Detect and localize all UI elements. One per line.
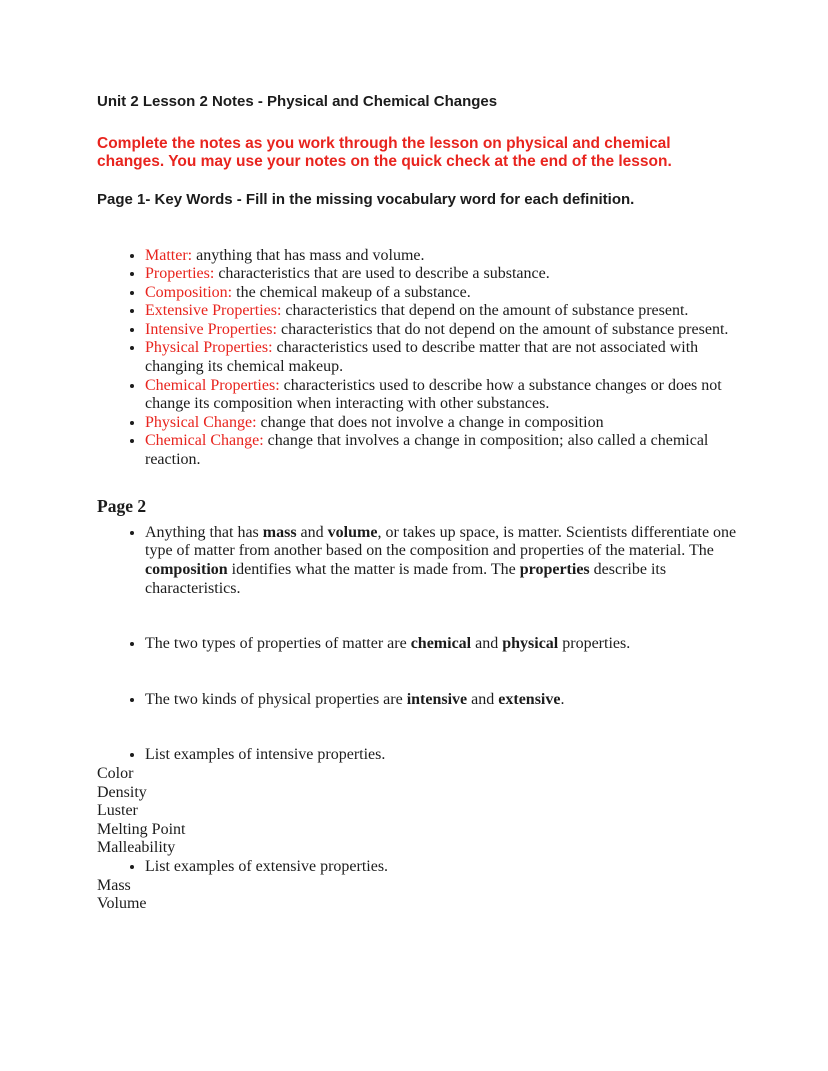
vocab-term: Matter: xyxy=(145,246,193,264)
intensive-example: Melting Point xyxy=(97,820,186,838)
document-title: Unit 2 Lesson 2 Notes - Physical and Chemical Changes xyxy=(97,93,498,110)
instructions-text: Complete the notes as you work through the lesson on physical and chemical changes. You may use your notes on the quick check at the end of the lesson. xyxy=(97,135,672,170)
vocab-term: Properties: xyxy=(145,265,215,283)
vocab-term: Chemical Change: xyxy=(145,432,264,450)
notes-list-property-types xyxy=(97,635,740,654)
notes-list-physical-kinds xyxy=(97,691,740,710)
vocab-definition: anything that has mass and volume. xyxy=(196,246,425,264)
vocab-term: Physical Change: xyxy=(145,413,257,431)
note-item-property-types: • The two types of properties of matter are chemical and physical properties. xyxy=(145,635,740,654)
vocab-term: Extensive Properties: xyxy=(145,302,282,320)
vocab-item-chemical-change xyxy=(145,432,740,469)
vocab-term: Composition: xyxy=(145,283,233,301)
intensive-prompt: • List examples of intensive properties. xyxy=(145,746,740,765)
vocab-definition: change that does not involve a change in composition xyxy=(260,413,604,431)
vocab-item-composition xyxy=(145,284,740,303)
intensive-prompt-list xyxy=(97,746,740,765)
vocab-item-extensive-properties xyxy=(145,302,740,321)
vocab-term: Intensive Properties: xyxy=(145,320,277,338)
vocab-definition: change that involves a change in composition; also called a chemical reaction. xyxy=(145,432,709,469)
vocab-item-properties xyxy=(145,265,740,284)
vocab-definition: characteristics that are used to describe a substance. xyxy=(218,265,550,283)
vocab-definition: the chemical makeup of a substance. xyxy=(236,283,471,301)
vocab-definition: characteristics that do not depend on the amount of substance present. xyxy=(280,320,729,338)
intensive-examples xyxy=(97,765,740,858)
extensive-example: Mass xyxy=(97,876,131,894)
intensive-example: Luster xyxy=(97,802,138,820)
vocab-item-physical-properties xyxy=(145,339,740,376)
vocab-definition: characteristics that depend on the amount of substance present. xyxy=(285,302,689,320)
vocab-item-intensive-properties xyxy=(145,321,740,340)
vocab-term: Chemical Properties: xyxy=(145,376,280,394)
vocab-list xyxy=(97,247,740,470)
intensive-example: Malleability xyxy=(97,839,176,857)
note-item-physical-kinds: • The two kinds of physical properties are intensive and extensive. xyxy=(145,691,740,710)
section1-heading: Page 1- Key Words - Fill in the missing vocabulary word for each definition. xyxy=(97,191,635,209)
extensive-prompt: • List examples of extensive properties. xyxy=(145,858,740,877)
vocab-item-chemical-properties xyxy=(145,377,740,414)
extensive-prompt-list xyxy=(97,858,740,877)
vocab-definition: characteristics used to describe how a substance changes or does not change its composition when interacting with other substances. xyxy=(145,376,722,413)
extensive-examples xyxy=(97,877,740,914)
extensive-example: Volume xyxy=(97,895,147,913)
section2-heading: Page 2 xyxy=(97,495,147,516)
intensive-example: Color xyxy=(97,765,134,783)
vocab-term: Physical Properties: xyxy=(145,339,273,357)
notes-list-matter xyxy=(97,524,740,598)
note-item-matter-overview: • Anything that has mass and volume, or takes up space, is matter. Scientists differentiate one type of matter from another based on the composition and properties of the material. The composition identifies what the matter is made from. The properties describe its characteristics. xyxy=(145,524,740,598)
intensive-example: Density xyxy=(97,783,147,801)
vocab-definition: characteristics used to describe matter that are not associated with changing its chemical makeup. xyxy=(145,339,699,376)
vocab-item-matter xyxy=(145,247,740,266)
vocab-item-physical-change xyxy=(145,414,740,433)
